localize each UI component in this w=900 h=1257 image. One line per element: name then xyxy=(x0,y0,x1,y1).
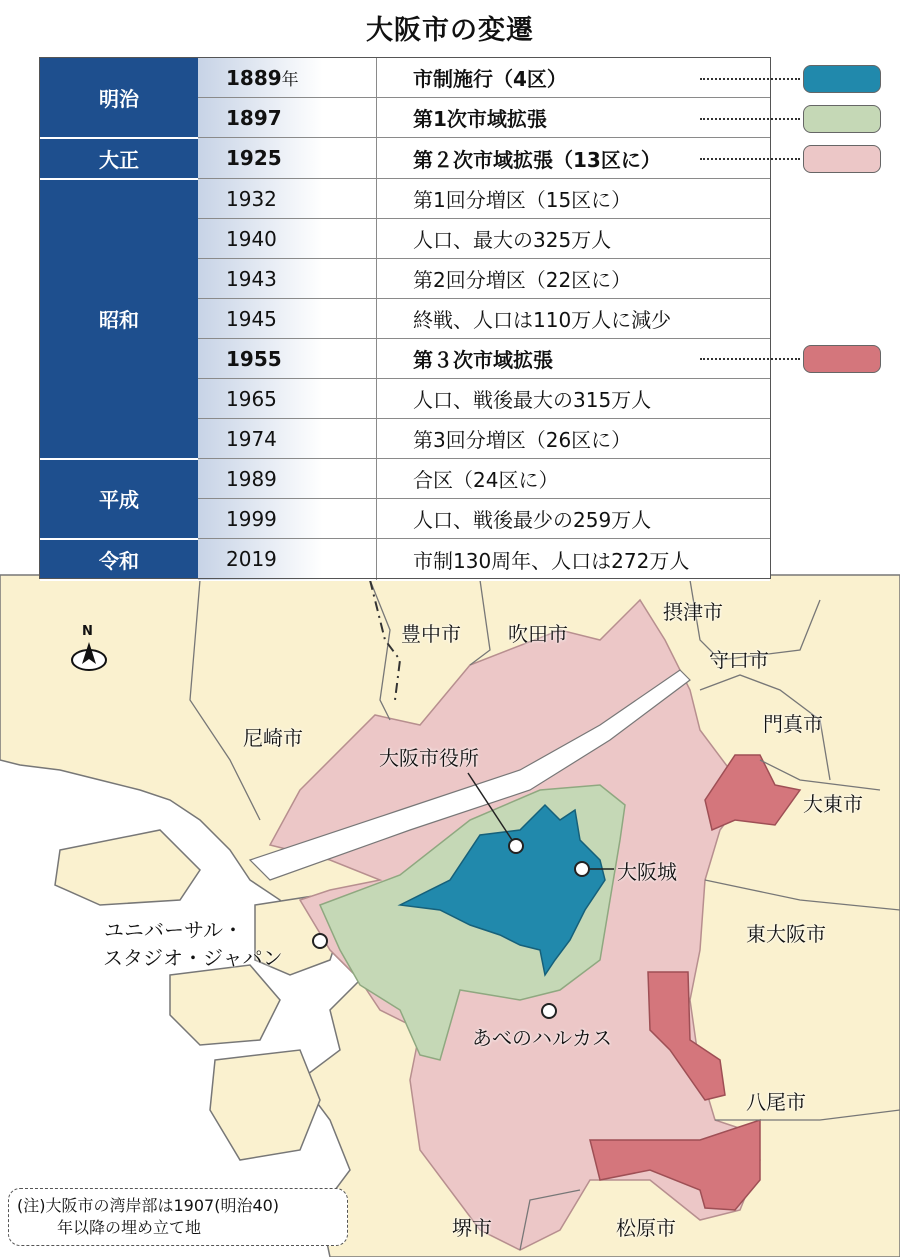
year-cell xyxy=(198,339,377,379)
year-cell xyxy=(198,98,377,138)
year-value: 1940 xyxy=(226,226,277,251)
era-cell: 大正 xyxy=(40,138,198,179)
event-cell: 第３次市域拡張 xyxy=(377,339,771,379)
event-cell: 第1回分増区（15区に） xyxy=(377,179,771,219)
timeline-row xyxy=(40,58,770,98)
footnote-line2: 年以降の埋め立て地 xyxy=(57,1218,202,1237)
label-toyonaka: 豊中市 xyxy=(401,622,461,646)
label-castle: 大阪城 xyxy=(617,860,677,884)
timeline-table xyxy=(40,58,770,581)
year-cell xyxy=(198,299,377,339)
cityhall-marker xyxy=(509,839,523,853)
event-cell: 合区（24区に） xyxy=(377,459,771,499)
label-suita: 吹田市 xyxy=(508,622,568,646)
era-cell: 明治 xyxy=(40,58,198,138)
event-cell: 第1次市域拡張 xyxy=(377,98,771,138)
north-arrow xyxy=(70,624,110,674)
year-value: 1932 xyxy=(226,186,277,211)
legend-swatch-meiji xyxy=(803,65,881,93)
legend-leader-meiji xyxy=(700,78,800,80)
footnote xyxy=(8,1188,348,1246)
year-value: 1989 xyxy=(226,466,277,491)
era-cell: 昭和 xyxy=(40,179,198,459)
year-value: 1889 xyxy=(226,66,282,90)
label-cityhall: 大阪市役所 xyxy=(379,746,479,770)
timeline-row xyxy=(40,138,770,179)
year-value: 1945 xyxy=(226,306,277,331)
event-cell: 終戦、人口は110万人に減少 xyxy=(377,299,771,339)
label-amagasaki: 尼崎市 xyxy=(243,726,303,750)
year-cell xyxy=(198,219,377,259)
year-suffix: 年 xyxy=(281,70,299,90)
page-title: 大阪市の変遷 xyxy=(366,15,534,46)
footnote-line1: (注)大阪市の湾岸部は1907(明治40) xyxy=(17,1196,280,1215)
event-cell: 第2回分増区（22区に） xyxy=(377,259,771,299)
event-cell: 市制施行（4区） xyxy=(377,58,771,98)
usj-marker xyxy=(313,934,327,948)
label-usj-line1: ユニバーサル・ xyxy=(104,918,243,942)
year-cell xyxy=(198,539,377,580)
label-usj-line2: スタジオ・ジャパン xyxy=(103,946,283,970)
year-cell xyxy=(198,58,377,98)
label-kadoma: 門真市 xyxy=(763,712,823,736)
era-cell: 令和 xyxy=(40,539,198,580)
legend-swatch-first-expansion xyxy=(803,105,881,133)
label-higashiosaka: 東大阪市 xyxy=(746,922,826,946)
year-cell xyxy=(198,419,377,459)
event-cell: 人口、戦後最少の259万人 xyxy=(377,499,771,539)
event-cell: 人口、戦後最大の315万人 xyxy=(377,379,771,419)
label-settsu: 摂津市 xyxy=(663,600,723,624)
year-cell xyxy=(198,499,377,539)
year-cell xyxy=(198,138,377,179)
year-cell xyxy=(198,259,377,299)
legend-leader-first-expansion xyxy=(700,118,800,120)
castle-marker xyxy=(575,862,589,876)
legend-swatch-second-expansion xyxy=(803,145,881,173)
timeline-row xyxy=(40,459,770,499)
year-cell xyxy=(198,179,377,219)
year-value: 1943 xyxy=(226,266,277,291)
timeline-row xyxy=(40,539,770,580)
legend-leader-third-expansion xyxy=(700,358,800,360)
event-cell: 第3回分増区（26区に） xyxy=(377,419,771,459)
label-harukas: あべのハルカス xyxy=(472,1026,612,1050)
year-value: 1965 xyxy=(226,386,277,411)
year-value: 1974 xyxy=(226,426,277,451)
year-value: 1999 xyxy=(226,506,277,531)
year-value: 1955 xyxy=(226,346,282,371)
year-value: 1897 xyxy=(226,105,282,130)
year-value: 1925 xyxy=(226,146,282,170)
label-matsubara: 松原市 xyxy=(616,1216,676,1240)
era-cell: 平成 xyxy=(40,459,198,539)
north-arrow-icon xyxy=(70,640,110,674)
label-yao: 八尾市 xyxy=(746,1090,806,1114)
year-value: 2019 xyxy=(226,547,277,572)
event-cell: 第２次市域拡張（13区に） xyxy=(377,138,771,179)
timeline-row xyxy=(40,179,770,219)
year-cell xyxy=(198,459,377,499)
harukas-marker xyxy=(542,1004,556,1018)
year-cell xyxy=(198,379,377,419)
label-moriguchi: 守口市 xyxy=(709,648,769,672)
legend-leader-second-expansion xyxy=(700,158,800,160)
legend-swatch-third-expansion xyxy=(803,345,881,373)
event-cell: 人口、最大の325万人 xyxy=(377,219,771,259)
event-cell: 市制130周年、人口は272万人 xyxy=(413,548,690,573)
label-sakai: 堺市 xyxy=(452,1216,492,1240)
label-daito: 大東市 xyxy=(803,792,863,816)
north-label: N xyxy=(82,624,93,639)
